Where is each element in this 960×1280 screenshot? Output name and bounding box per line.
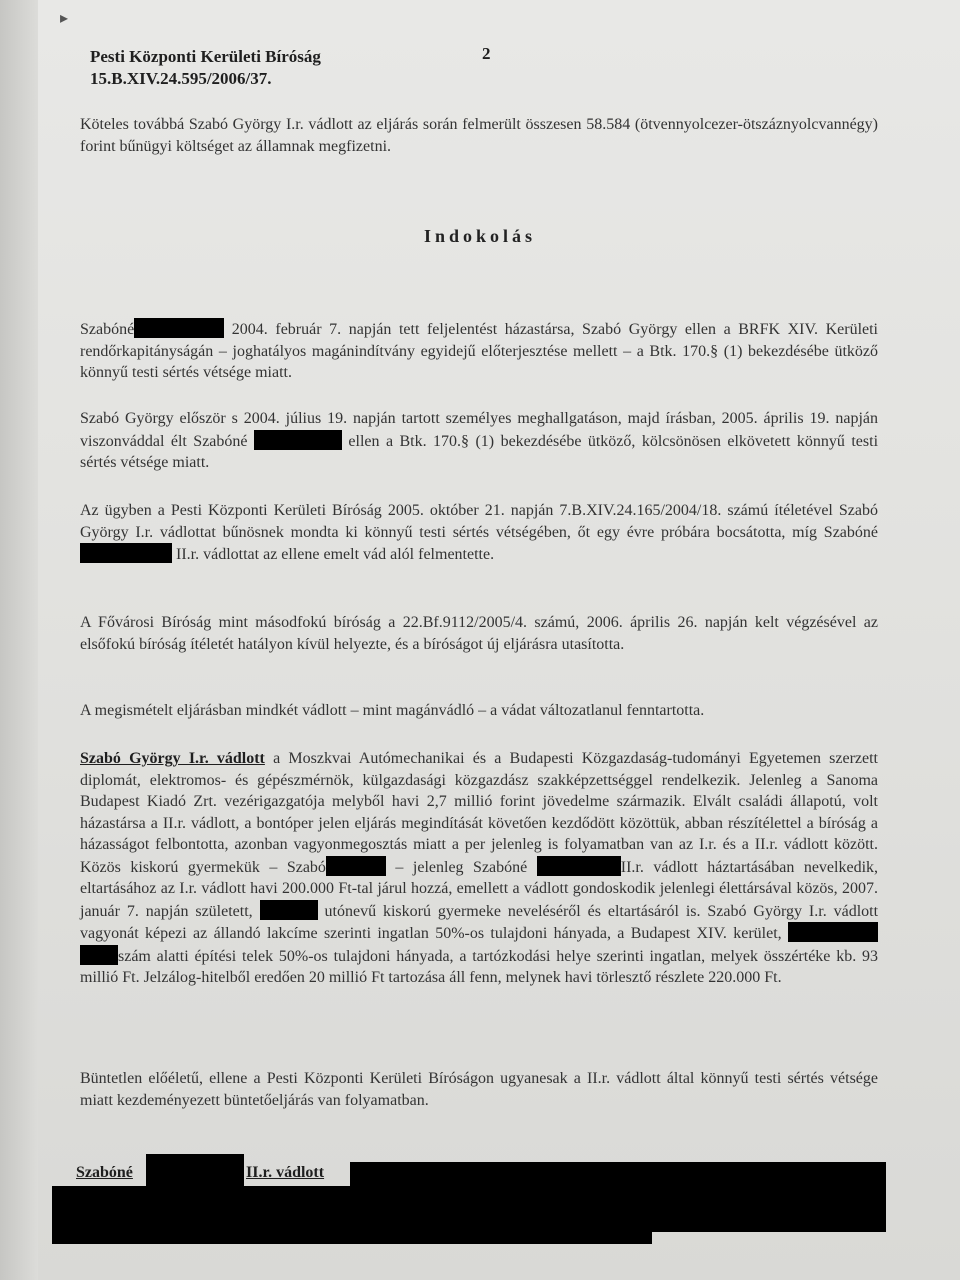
court-name: Pesti Központi Kerületi Bíróság xyxy=(90,47,321,66)
section-title: Indokolás xyxy=(423,226,537,246)
redaction-bar xyxy=(52,1186,886,1232)
document-header xyxy=(90,46,321,90)
paragraph-appeal: A Fővárosi Bíróság mint másodfokú bíróság a 22.Bf.9112/2005/4. számú, 2006. április 26. napján kelt végzésével az elsőfokú bíróság ítéletét hatályon kívül helyezte, és a bíróságot új eljárásra utasította. xyxy=(80,614,878,653)
redaction-bar xyxy=(80,543,172,563)
redaction-bar xyxy=(52,1228,652,1244)
redaction-bar xyxy=(146,1154,244,1188)
redaction-bar xyxy=(537,856,621,876)
case-number: 15.B.XIV.24.595/2006/37. xyxy=(90,69,272,88)
text-fragment: – jelenleg Szabóné xyxy=(395,858,528,876)
redaction-bar xyxy=(260,900,318,920)
defendant-label: Szabó György I.r. vádlott xyxy=(80,750,265,767)
paragraph-complaint xyxy=(80,318,878,384)
corner-mark: ▸ xyxy=(60,10,69,27)
paragraph-retrial: A megismételt eljárásban mindkét vádlott – mint magánvádló – a vádat változatlanul fenntartotta. xyxy=(80,702,705,719)
text-fragment: II.r. vádlottat az ellene emelt vád alól felmentette. xyxy=(176,546,495,563)
costs-paragraph: Köteles továbbá Szabó György I.r. vádlott az eljárás során felmerült összesen 58.584 (ötvennyolcezer-ötszáznyolcvannégy) forint bűnügyi költséget az államnak megfizetni. xyxy=(80,116,878,155)
text-fragment: Szabó György először s 2004. július 19. napján tartott személyes meghallgatáson, majd írásban, 2005. április 19. napján viszonváddal élt Szabóné xyxy=(80,410,878,450)
text-fragment: Az ügyben a Pesti Központi Kerületi Bíróság 2005. október 21. napján 7.B.XIV.24.165/2004/18. számú ítéletével Szabó György I.r. vádlottat bűnösnek mondta ki könnyű testi sértés vétségében, őt egy évre próbára bocsátotta, míg Szabóné xyxy=(80,502,878,541)
bottom-defendant-label: II.r. vádlott xyxy=(246,1164,325,1181)
paragraph-countercharge xyxy=(80,408,878,474)
bottom-defendant-name: Szabóné xyxy=(76,1164,133,1181)
paragraph-first-judgment xyxy=(80,500,878,566)
text-fragment: ellen a Btk. 170.§ (1) bekezdésébe ütköző, kölcsönösen elkövetett könnyű testi sértés vétsége miatt. xyxy=(80,432,879,471)
page-number: 2 xyxy=(482,44,491,63)
text-fragment: a Moszkvai Autómechanikai és a Budapesti Közgazdaság-tudományi Egyetemen szerzett diplomát, elektromos- és gépészmérnök, külgazdasági közgazdász szakképzettséggel rendelkezik. Jelenleg a Sanoma Budapest Kiadó Zrt. vezérigazgatója melyből havi 2,7 millió forint jövedelme származik. Elvált családi állapotú, volt házastársa a II.r. vádlott, a bontóper jelen eljárás megindítását követően kezdődött közöttük, abban részítélettel a bíróság a házasságot felbontotta, azonban vagyonmegosztás miatt a per jelenleg is folyamatban van az I.r. és a II.r. vádlott között. Közös kiskorú gyermekük – Szabó xyxy=(80,750,879,876)
page-fold-shadow xyxy=(0,0,38,1280)
redaction-bar xyxy=(134,318,224,338)
text-fragment: szám alatti építési telek 50%-os tulajdoni hányada, a tartózkodási helye szerinti ingatlan, melyek összértéke kb. 93 millió Ft. Jelzálog-hitelből eredően 20 millió Ft tartozása áll fenn, melynek havi törlesztő részlete 220.000 Ft. xyxy=(80,947,878,986)
paragraph-record: Büntetlen előéletű, ellene a Pesti Központi Kerületi Bíróságon ugyanesak a II.r. vádlott által könnyű testi sértés vétsége miatt kezdeményezett büntetőeljárás van folyamatban. xyxy=(80,1070,878,1109)
redaction-bar xyxy=(788,922,878,942)
redaction-bar xyxy=(254,430,342,450)
redaction-bar xyxy=(326,856,386,876)
text-fragment: II.r. vádlott háztartásában nevelkedik, eltartásához az I.r. vádlott havi 200.000 Ft-tal járul hozzá, emellett a vádlott gondoskodik jelenlegi élettársával közös, 2007. január 7. napján született, xyxy=(80,858,879,920)
paragraph-defendant-one xyxy=(80,748,878,989)
redaction-bar xyxy=(80,945,118,965)
text-fragment: 2004. február 7. napján tett feljelentést házastársa, Szabó György ellen a BRFK XIV. Kerületi rendőrkapitányságán – joghatályos magánindítvány egyidejű előterjesztése mellett – a Btk. 170.§ (1) bekezdésébe ütköző könnyű testi sértés vétsége miatt. xyxy=(80,321,879,381)
text-fragment: Szabóné xyxy=(80,321,135,338)
text-fragment: utónevű kiskorú gyermeke neveléséről és eltartásáról is. Szabó György I.r. vádlott vagyonát képezi az állandó lakcíme szerinti ingatlan 50%-os tulajdoni hányada, a Budapest XIV. kerület, xyxy=(80,902,879,942)
